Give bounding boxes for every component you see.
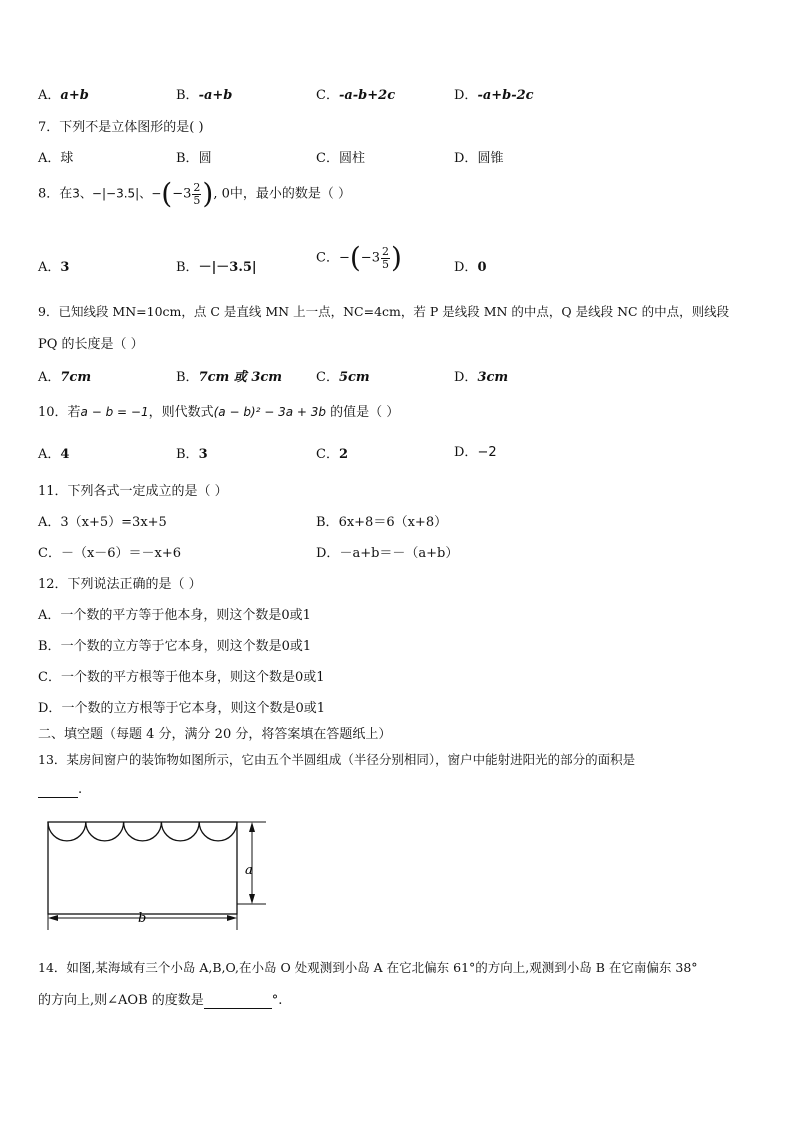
window-rect	[48, 822, 237, 914]
semicircle-2	[86, 822, 124, 841]
q10-option-a: A．4	[38, 447, 70, 462]
q10-stem: 10．若a − b = −1，则代数式(a − b)² − 3a + 3b 的值是（ ）	[38, 405, 400, 420]
semicircle-5	[199, 822, 237, 841]
q7-option-b: B．圆	[176, 151, 212, 166]
q13-answer-blank[interactable]	[38, 782, 78, 798]
q12-option-d: D．一个数的立方根等于它本身，则这个数是0或1	[38, 701, 325, 716]
q6-option-d: D．-a+b-2c	[454, 88, 534, 103]
q12-option-c: C．一个数的平方根等于他本身，则这个数是0或1	[38, 670, 325, 685]
q9-stem-line2: PQ 的长度是（ ）	[38, 337, 144, 352]
q13-answer-line: .	[38, 782, 82, 798]
q12-option-b: B．一个数的立方等于它本身，则这个数是0或1	[38, 639, 312, 654]
q11-stem: 11．下列各式一定成立的是（ ）	[38, 484, 228, 499]
q12-option-a: A．一个数的平方等于他本身，则这个数是0或1	[38, 608, 311, 623]
q11-option-d: D．－a+b＝－（a+b）	[316, 546, 459, 561]
q7-option-d: D．圆锥	[454, 151, 504, 166]
q14-stem-line1: 14．如图,某海域有三个小岛 A,B,O,在小岛 O 处观测到小岛 A 在它北偏东 61°的方向上,观测到小岛 B 在它南偏东 38°	[38, 960, 698, 975]
q8-fraction: $\frac{2}{5}$	[193, 180, 201, 207]
semicircle-4	[161, 822, 199, 841]
q11-option-b: B．6x+8＝6（x+8）	[316, 515, 448, 530]
q10-option-b: B．3	[176, 447, 208, 462]
q9-option-c: C．5cm	[316, 370, 370, 385]
label-a: a	[245, 863, 253, 878]
q13-stem: 13．某房间窗户的装饰物如图所示，它由五个半圆组成（半径分别相同），窗户中能射进阳光的部分的面积是	[38, 752, 636, 767]
semicircle-3	[124, 822, 162, 841]
q14-stem-line2: 的方向上,则∠AOB 的度数是 °.	[38, 993, 283, 1008]
q9-option-b: B．7cm 或 3cm	[176, 370, 283, 385]
q8-stem: 8．在3、−|−3.5|、−(−3 $\frac{2}{5}$ ), 0中，最小的数是（ ）	[38, 177, 351, 210]
q11-option-c: C．－（x－6）＝－x+6	[38, 546, 182, 561]
q8-option-c: C．−(−3 $\frac{2}{5}$ )	[316, 241, 402, 274]
q8-option-b: B．－|－3.5|	[176, 260, 257, 275]
section-heading: 二、填空题（每题 4 分，满分 20 分，将答案填在答题纸上）	[38, 727, 392, 742]
q12-stem: 12．下列说法正确的是（ ）	[38, 577, 202, 592]
q7-stem: 7．下列不是立体图形的是( )	[38, 120, 204, 135]
q9-option-d: D．3cm	[454, 370, 509, 385]
q6-option-b: B．-a+b	[176, 88, 233, 103]
label-b: b	[138, 911, 147, 926]
q11-option-a: A．3（x+5）=3x+5	[38, 515, 167, 530]
q8-option-d: D．0	[454, 260, 487, 275]
q10-option-d: D．−2	[454, 445, 497, 460]
semicircle-1	[48, 822, 86, 841]
window-figure	[40, 812, 270, 932]
q14-answer-blank[interactable]	[204, 993, 272, 1009]
q7-option-c: C．圆柱	[316, 151, 365, 166]
q7-option-a: A．球	[38, 151, 74, 166]
q8-option-c-fraction: $\frac{2}{5}$	[381, 244, 389, 271]
q9-stem-line1: 9．已知线段 MN=10cm，点 C 是直线 MN 上一点，NC=4cm，若 P 是线段 MN 的中点，Q 是线段 NC 的中点，则线段	[38, 304, 730, 319]
q8-option-a: A．3	[38, 260, 70, 275]
q9-option-a: A．7cm	[38, 370, 92, 385]
q6-option-a: A．a+b	[38, 88, 89, 103]
q10-option-c: C．2	[316, 447, 348, 462]
q6-option-c: C．-a-b+2c	[316, 88, 396, 103]
